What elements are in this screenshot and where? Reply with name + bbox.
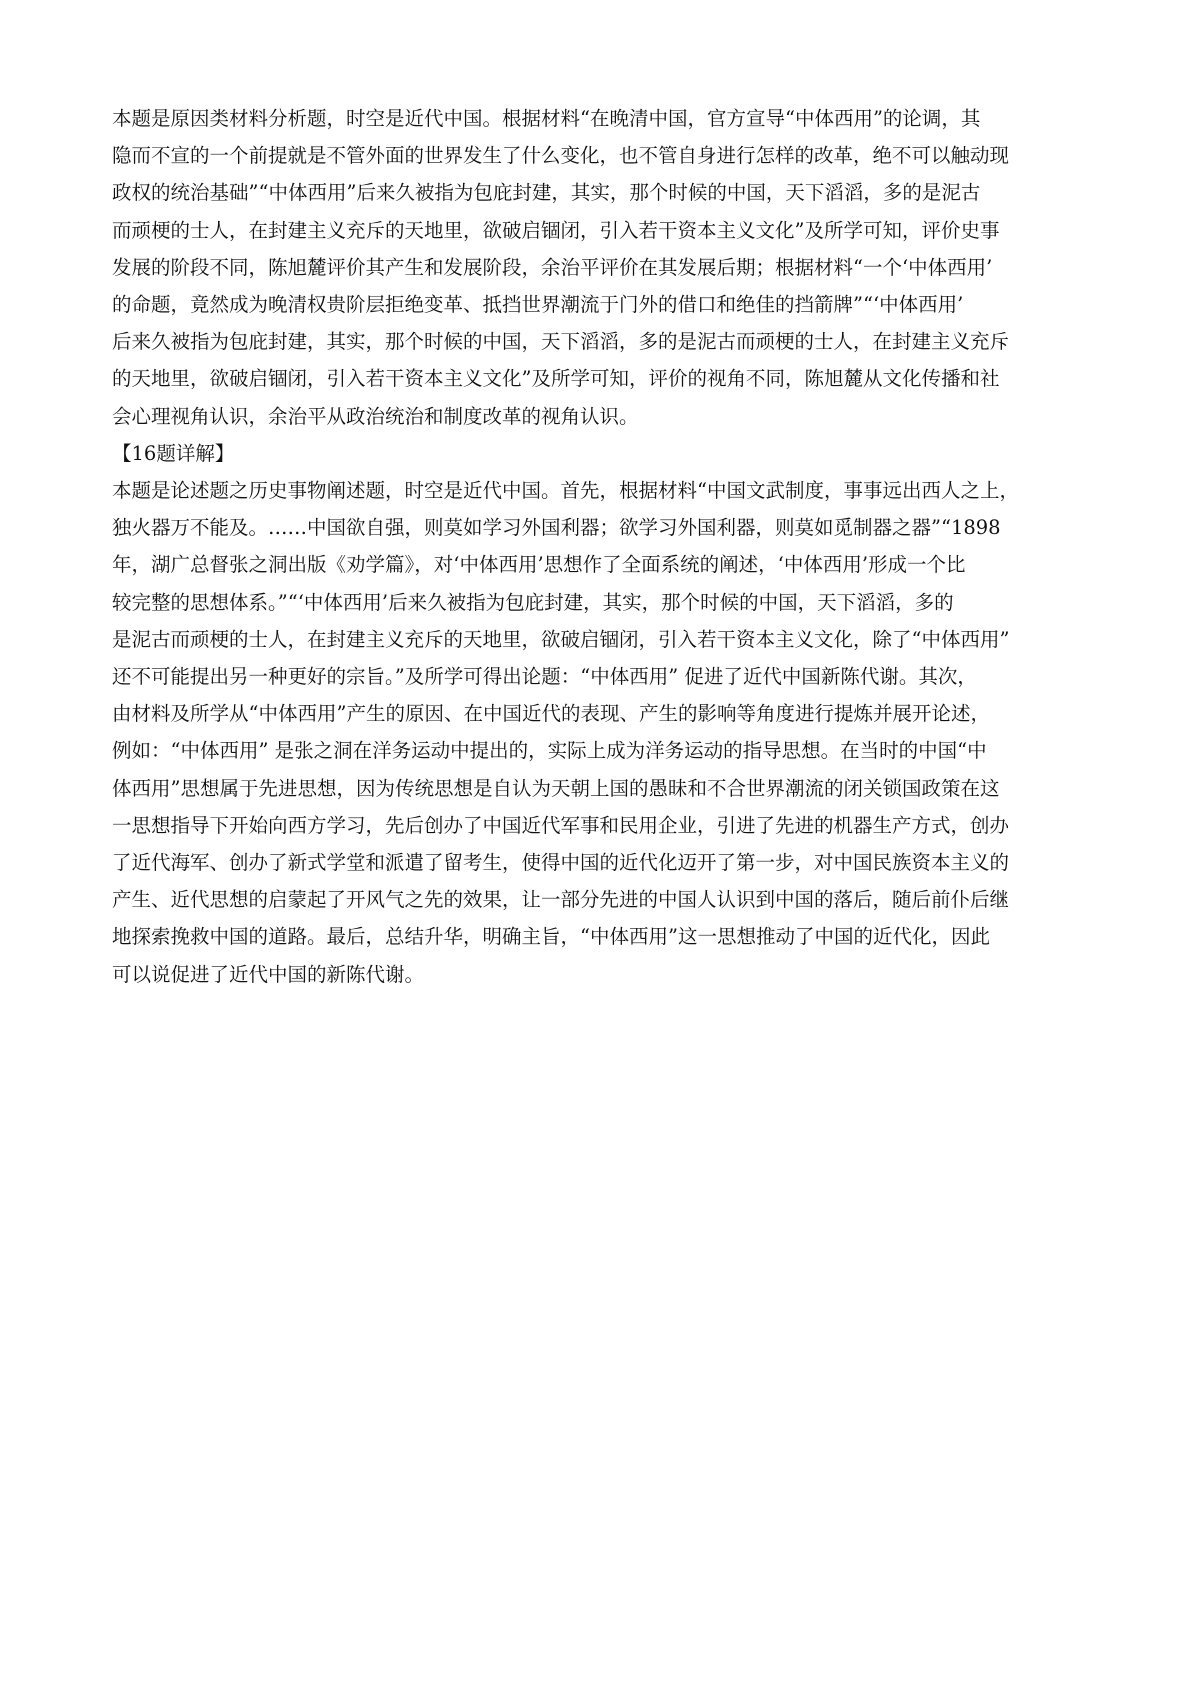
- text-line: 会心理视角认识，余治平从政治统治和制度改革的视角认识。: [112, 404, 639, 428]
- text-line: 后来久被指为包庇封建，其实，那个时候的中国，天下滔滔，多的是泥古而顽梗的士人，在封建主义充斥: [112, 330, 1010, 354]
- text-line: 隐而不宣的一个前提就是不管外面的世界发生了什么变化，也不管自身进行怎样的改革，绝不可以触动现: [112, 144, 1010, 168]
- text-line: 的天地里，欲破启锢闭，引入若干资本主义文化”及所学可知，评价的视角不同，陈旭麓从文化传播和社: [112, 367, 1000, 391]
- text-line: 年，湖广总督张之洞出版《劝学篇》，对‘中体西用’思想作了全面系统的阐述，‘中体西用’形成一个比: [112, 553, 966, 577]
- text-line: 较完整的思想体系。”“‘中体西用’后来久被指为包庇封建，其实，那个时候的中国，天下滔滔，多的: [112, 590, 954, 614]
- text-line: 一思想指导下开始向西方学习，先后创办了中国近代军事和民用企业，引进了先进的机器生产方式，创办: [112, 813, 1010, 837]
- text-line: 独火器万不能及。……中国欲自强，则莫如学习外国利器；欲学习外国利器，则莫如觅制器之器”“1898: [112, 516, 1001, 540]
- answer-paragraph-16: [112, 472, 1097, 993]
- text-line: 的命题，竟然成为晚清权贵阶层拒绝变革、抵挡世界潮流于门外的借口和绝佳的挡箭牌”“‘中体西用’: [112, 293, 964, 317]
- text-line: 可以说促进了近代中国的新陈代谢。: [112, 962, 425, 986]
- document-body: [112, 100, 1097, 993]
- text-line: 还不可能提出另一种更好的宗旨。”及所学可得出论题：“中体西用” 促进了近代中国新陈代谢。其次，: [112, 665, 977, 689]
- text-line: 政权的统治基础”“中体西用”后来久被指为包庇封建，其实，那个时候的中国，天下滔滔，多的是泥古: [112, 181, 981, 205]
- text-line: 是泥古而顽梗的士人，在封建主义充斥的天地里，欲破启锢闭，引入若干资本主义文化，除了“中体西用”: [112, 627, 1010, 651]
- text-line: 而顽梗的士人，在封建主义充斥的天地里，欲破启锢闭，引入若干资本主义文化”及所学可知，评价史事: [112, 218, 1000, 242]
- question-16-heading: 【16题详解】: [112, 441, 235, 465]
- text-line: 产生、近代思想的启蒙起了开风气之先的效果，让一部分先进的中国人认识到中国的落后，随后前仆后继: [112, 888, 1010, 912]
- answer-paragraph-15: [112, 100, 1097, 435]
- text-line: 发展的阶段不同，陈旭麓评价其产生和发展阶段，余治平评价在其发展后期；根据材料“一个‘中体西用’: [112, 255, 993, 279]
- text-line: 体西用”思想属于先进思想，因为传统思想是自认为天朝上国的愚昧和不合世界潮流的闭关锁国政策在这: [112, 776, 1000, 800]
- text-line: 了近代海军、创办了新式学堂和派遣了留考生，使得中国的近代化迈开了第一步，对中国民族资本主义的: [112, 851, 1010, 875]
- text-line: 由材料及所学从“中体西用”产生的原因、在中国近代的表现、产生的影响等角度进行提炼并展开论述，: [112, 702, 990, 726]
- text-line: 本题是论述题之历史事物阐述题，时空是近代中国。首先，根据材料“中国文武制度，事事远出西人之上，: [112, 479, 1019, 503]
- text-line: 地探索挽救中国的道路。最后，总结升华，明确主旨，“中体西用”这一思想推动了中国的近代化，因此: [112, 925, 990, 949]
- text-line: 本题是原因类材料分析题，时空是近代中国。根据材料“在晚清中国，官方宣导“中体西用”的论调，其: [112, 107, 981, 130]
- text-line: 例如：“中体西用” 是张之洞在洋务运动中提出的，实际上成为洋务运动的指导思想。在当时的中国“中: [112, 739, 987, 763]
